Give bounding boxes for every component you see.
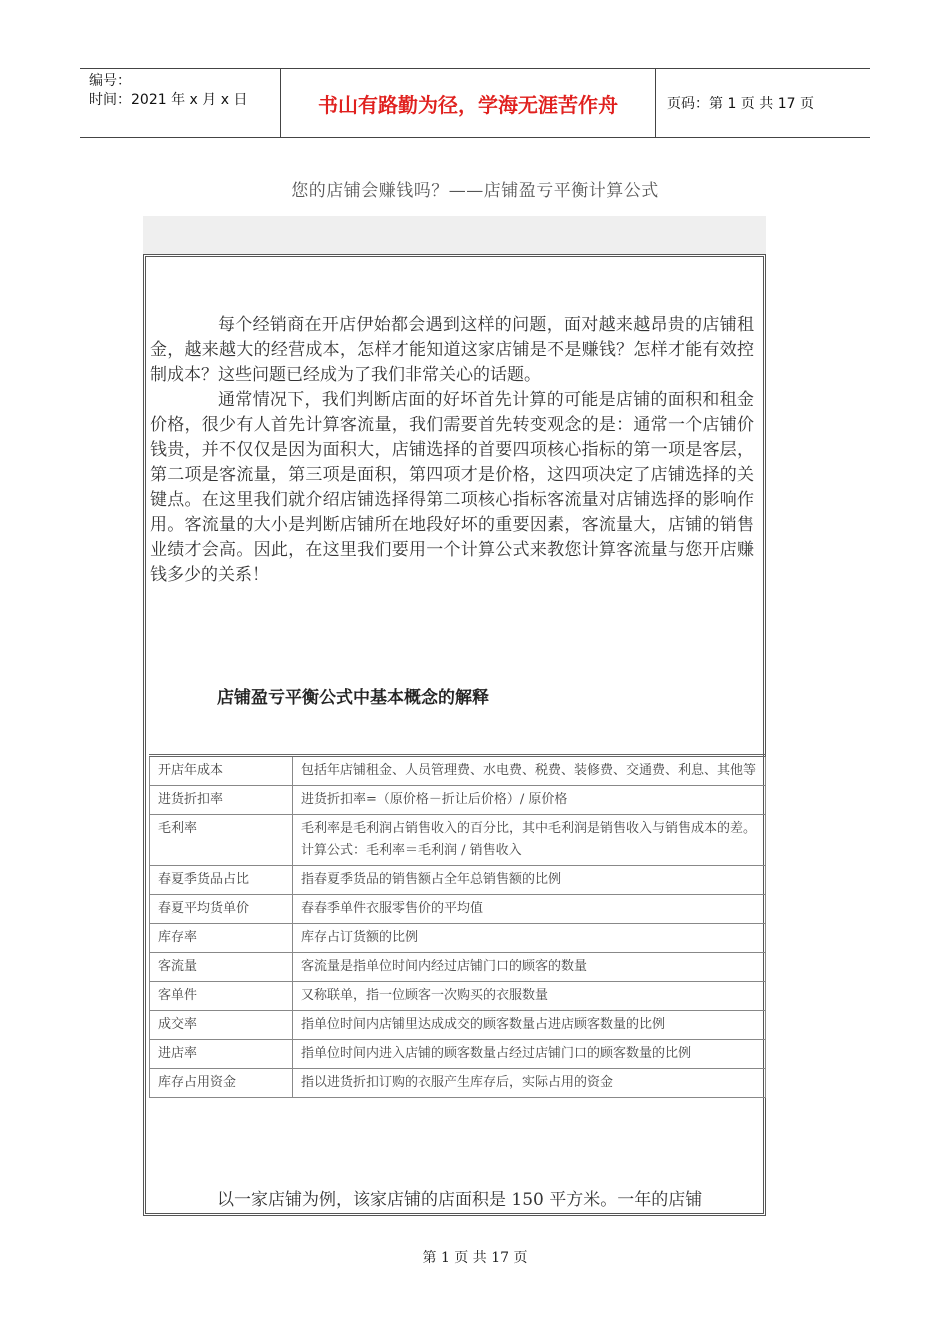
header-motto: 书山有路勤为径，学海无涯苦作舟 (280, 69, 656, 137)
table-row (150, 953, 766, 982)
table-row (150, 866, 766, 895)
term-cell: 春夏季货品占比 (150, 866, 293, 895)
page-header (80, 68, 870, 138)
table-row (150, 982, 766, 1011)
time-label: 时间：2021 年 x 月 x 日 (89, 92, 248, 108)
document-title: 您的店铺会赚钱吗？——店铺盈亏平衡计算公式 (291, 181, 659, 201)
term-cell: 毛利率 (150, 815, 293, 866)
example-text: 以一家店铺为例，该家店铺的店面积是 150 平方米。一年的店铺 (217, 1190, 703, 1210)
page-footer: 第 1 页 共 17 页 (422, 1250, 528, 1266)
definition-cell: 指春夏季货品的销售额占全年总销售额的比例 (293, 866, 766, 895)
term-cell: 库存占用资金 (150, 1069, 293, 1098)
term-cell: 进货折扣率 (150, 786, 293, 815)
definition-cell: 指单位时间内店铺里达成成交的顾客数量占进店顾客数量的比例 (293, 1011, 766, 1040)
definition-cell: 春春季单件衣服零售价的平均值 (293, 895, 766, 924)
definition-cell: 毛利率是毛利润占销售收入的百分比，其中毛利润是销售收入与销售成本的差。计算公式：毛利率＝毛利润 / 销售收入 (293, 815, 766, 866)
table-row (150, 1069, 766, 1098)
title-gray-bar (143, 216, 766, 254)
table-row (150, 815, 766, 866)
table-row (150, 756, 766, 786)
term-cell: 客单件 (150, 982, 293, 1011)
table-row (150, 924, 766, 953)
definition-cell: 指单位时间内进入店铺的顾客数量占经过店铺门口的顾客数量的比例 (293, 1040, 766, 1069)
definition-cell: 库存占订货额的比例 (293, 924, 766, 953)
paragraph: 每个经销商在开店伊始都会遇到这样的问题，面对越来越昂贵的店铺租金，越来越大的经营成本，怎样才能知道这家店铺是不是赚钱？怎样才能有效控制成本？这些问题已经成为了我们非常关心的话题。 (150, 315, 754, 385)
concepts-table (149, 754, 766, 1098)
table-row (150, 786, 766, 815)
section-heading: 店铺盈亏平衡公式中基本概念的解释 (217, 688, 489, 708)
table-row (150, 1040, 766, 1069)
intro-text (150, 313, 754, 588)
term-cell: 库存率 (150, 924, 293, 953)
definition-cell: 进货折扣率=（原价格－折让后价格）/ 原价格 (293, 786, 766, 815)
header-page-number: 页码：第 1 页 共 17 页 (667, 96, 814, 112)
definition-cell: 客流量是指单位时间内经过店铺门口的顾客的数量 (293, 953, 766, 982)
definition-cell: 又称联单，指一位顾客一次购买的衣服数量 (293, 982, 766, 1011)
term-cell: 客流量 (150, 953, 293, 982)
term-cell: 成交率 (150, 1011, 293, 1040)
term-cell: 春夏平均货单价 (150, 895, 293, 924)
term-cell: 开店年成本 (150, 756, 293, 786)
header-meta (80, 69, 280, 137)
term-cell: 进店率 (150, 1040, 293, 1069)
table-row (150, 895, 766, 924)
definition-cell: 指以进货折扣订购的衣服产生库存后，实际占用的资金 (293, 1069, 766, 1098)
definition-cell: 包括年店铺租金、人员管理费、水电费、税费、装修费、交通费、利息、其他等 (293, 756, 766, 786)
number-label: 编号： (89, 73, 131, 89)
paragraph: 通常情况下，我们判断店面的好坏首先计算的可能是店铺的面积和租金价格，很少有人首先计算客流量，我们需要首先转变观念的是：通常一个店铺价钱贵，并不仅仅是因为面积大，店铺选择的首要四项核心指标的第一项是客层，第二项是客流量，第三项是面积，第四项才是价格，这四项决定了店铺选择的关键点。在这里我们就介绍店铺选择得第二项核心指标客流量对店铺选择的影响作用。客流量的大小是判断店铺所在地段好坏的重要因素，客流量大，店铺的销售业绩才会高。因此，在这里我们要用一个计算公式来教您计算客流量与您开店赚钱多少的关系！ (150, 390, 754, 585)
table-row (150, 1011, 766, 1040)
